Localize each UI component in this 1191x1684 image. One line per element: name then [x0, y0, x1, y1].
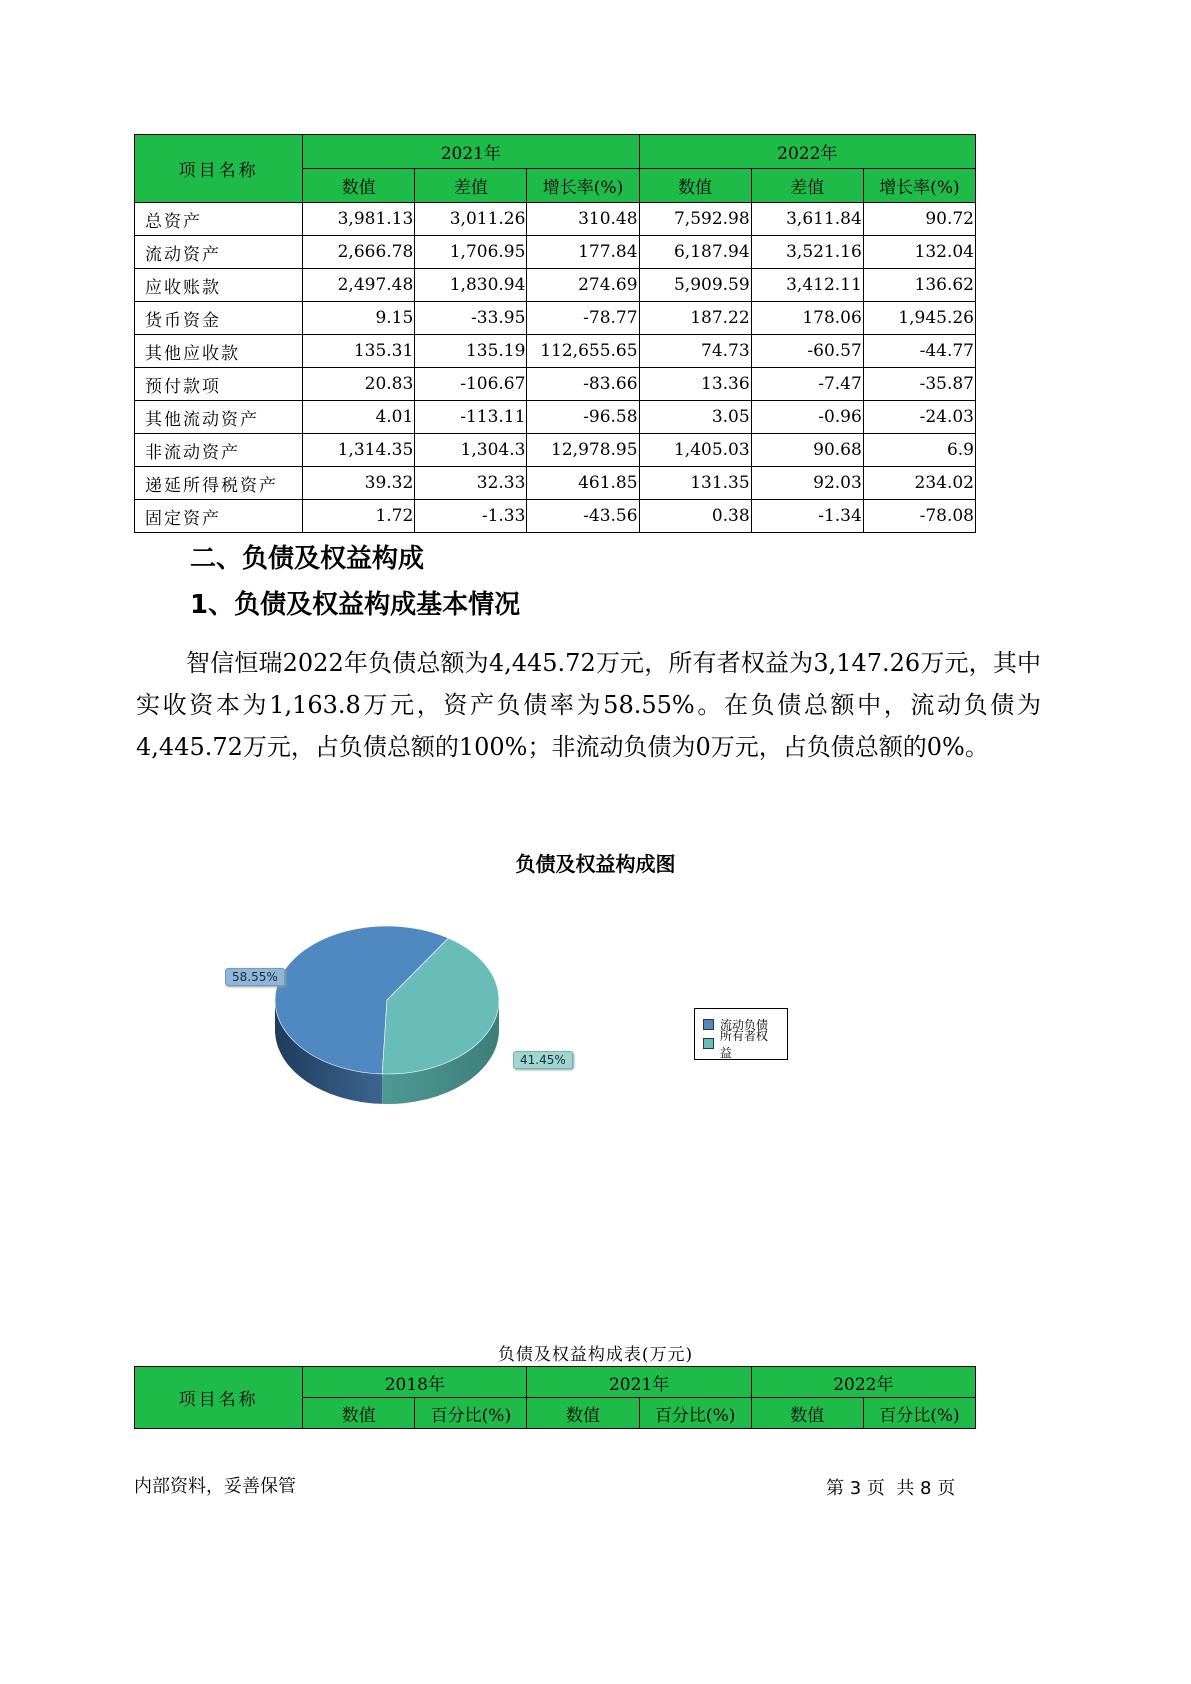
row-label: 其他流动资产 — [135, 401, 303, 434]
footer-page-number: 第 3 页 共 8 页 — [826, 1478, 956, 1499]
table-row — [135, 302, 976, 335]
table-cell: -35.87 — [863, 368, 975, 401]
table-cell: -96.58 — [527, 401, 639, 434]
t2-subheader-percent: 百分比(%) — [639, 1398, 751, 1429]
row-label: 递延所得税资产 — [135, 467, 303, 500]
table-cell: 1,314.35 — [303, 434, 415, 467]
table-cell: 7,592.98 — [639, 203, 751, 236]
liability-equity-table — [134, 1366, 976, 1429]
subheader-diff: 差值 — [415, 169, 527, 203]
table-cell: 12,978.95 — [527, 434, 639, 467]
table-row — [135, 335, 976, 368]
table-row — [135, 467, 976, 500]
table-cell: 3,981.13 — [303, 203, 415, 236]
table-cell: -78.77 — [527, 302, 639, 335]
table-cell: 131.35 — [639, 467, 751, 500]
table-cell: -106.67 — [415, 368, 527, 401]
table-cell: 274.69 — [527, 269, 639, 302]
header-year-2022: 2022年 — [639, 135, 975, 169]
table-cell: 3,011.26 — [415, 203, 527, 236]
table-cell: -24.03 — [863, 401, 975, 434]
legend-item-equity — [703, 1028, 779, 1060]
row-label: 总资产 — [135, 203, 303, 236]
t2-subheader-value: 数值 — [751, 1398, 863, 1429]
table-cell: 112,655.65 — [527, 335, 639, 368]
table-cell: 135.31 — [303, 335, 415, 368]
table-cell: -78.08 — [863, 500, 975, 533]
table-row — [135, 203, 976, 236]
table-cell: 39.32 — [303, 467, 415, 500]
table-cell: -1.33 — [415, 500, 527, 533]
table-cell: 92.03 — [751, 467, 863, 500]
table-cell: 20.83 — [303, 368, 415, 401]
asset-table-body — [135, 203, 976, 533]
t2-subheader-percent: 百分比(%) — [415, 1398, 527, 1429]
table-cell: 135.19 — [415, 335, 527, 368]
legend-label-equity: 所有者权益 — [719, 1028, 768, 1060]
t2-subheader-value: 数值 — [527, 1398, 639, 1429]
table-cell: 4.01 — [303, 401, 415, 434]
section-heading: 二、负债及权益构成 — [190, 544, 425, 574]
t2-subheader-value: 数值 — [303, 1398, 415, 1429]
subheader-value: 数值 — [639, 169, 751, 203]
row-label: 其他应收款 — [135, 335, 303, 368]
table-cell: 0.38 — [639, 500, 751, 533]
header-year-2021: 2021年 — [303, 135, 639, 169]
body-paragraph: 智信恒瑞2022年负债总额为4,445.72万元，所有者权益为3,147.26万元，其中实收资本为1,163.8万元，资产负债率为58.55%。在负债总额中，流动负债为4,445.72万元，占负债总额的100%；非流动负债为0万元，占负债总额的0%。 — [136, 649, 1041, 761]
subheader-value: 数值 — [303, 169, 415, 203]
table-cell: 1,706.95 — [415, 236, 527, 269]
table-cell: 3,412.11 — [751, 269, 863, 302]
table-cell: 90.68 — [751, 434, 863, 467]
table-row — [135, 236, 976, 269]
table-row — [135, 500, 976, 533]
table-cell: 3,611.84 — [751, 203, 863, 236]
table-cell: -1.34 — [751, 500, 863, 533]
table-cell: 1.72 — [303, 500, 415, 533]
table-cell: 461.85 — [527, 467, 639, 500]
legend-label-liabilities: 流动负债 — [720, 1018, 769, 1032]
slice-label-equity: 41.45% — [513, 1051, 573, 1069]
subheader-growth: 增长率(%) — [527, 169, 639, 203]
subheader-growth: 增长率(%) — [863, 169, 975, 203]
table-cell: 136.62 — [863, 269, 975, 302]
t2-header-year-2021: 2021年 — [527, 1367, 751, 1398]
table-cell: -33.95 — [415, 302, 527, 335]
t2-header-year-2018: 2018年 — [303, 1367, 527, 1398]
table-cell: 13.36 — [639, 368, 751, 401]
table-cell: -43.56 — [527, 500, 639, 533]
t2-header-year-2022: 2022年 — [751, 1367, 975, 1398]
chart-legend — [694, 1008, 788, 1060]
legend-swatch-equity — [703, 1038, 714, 1049]
row-label: 应收账款 — [135, 269, 303, 302]
slice-label-liabilities: 58.55% — [225, 968, 285, 986]
table-cell: 1,830.94 — [415, 269, 527, 302]
table-row — [135, 368, 976, 401]
table-cell: 177.84 — [527, 236, 639, 269]
row-label: 固定资产 — [135, 500, 303, 533]
subheader-diff: 差值 — [751, 169, 863, 203]
table-cell: -60.57 — [751, 335, 863, 368]
table-cell: 9.15 — [303, 302, 415, 335]
table-row — [135, 401, 976, 434]
t2-subheader-percent: 百分比(%) — [863, 1398, 975, 1429]
subsection-heading: 1、负债及权益构成基本情况 — [190, 590, 521, 620]
t2-header-item-name: 项目名称 — [135, 1367, 303, 1429]
table-cell: 187.22 — [639, 302, 751, 335]
table-cell: 132.04 — [863, 236, 975, 269]
table-cell: 74.73 — [639, 335, 751, 368]
table-cell: 1,945.26 — [863, 302, 975, 335]
legend-swatch-liabilities — [703, 1019, 714, 1030]
table-cell: 6.9 — [863, 434, 975, 467]
table-cell: 310.48 — [527, 203, 639, 236]
row-label: 货币资金 — [135, 302, 303, 335]
row-label: 预付款项 — [135, 368, 303, 401]
table-cell: 6,187.94 — [639, 236, 751, 269]
table-cell: 1,405.03 — [639, 434, 751, 467]
table-cell: 178.06 — [751, 302, 863, 335]
table-cell: 234.02 — [863, 467, 975, 500]
table-cell: 32.33 — [415, 467, 527, 500]
table-cell: 1,304.3 — [415, 434, 527, 467]
header-item-name: 项目名称 — [135, 135, 303, 203]
row-label: 流动资产 — [135, 236, 303, 269]
table-cell: 90.72 — [863, 203, 975, 236]
footer-confidential: 内部资料，妥善保管 — [134, 1476, 296, 1497]
table-cell: -44.77 — [863, 335, 975, 368]
table-row — [135, 434, 976, 467]
table-cell: -113.11 — [415, 401, 527, 434]
table-cell: 3,521.16 — [751, 236, 863, 269]
table-cell: 3.05 — [639, 401, 751, 434]
table-cell: -83.66 — [527, 368, 639, 401]
chart-title: 负债及权益构成图 — [515, 852, 676, 876]
table-cell: -7.47 — [751, 368, 863, 401]
asset-table — [134, 134, 976, 533]
pie-chart — [270, 912, 530, 1122]
table-cell: -0.96 — [751, 401, 863, 434]
table-cell: 2,666.78 — [303, 236, 415, 269]
table-cell: 2,497.48 — [303, 269, 415, 302]
table-row — [135, 269, 976, 302]
row-label: 非流动资产 — [135, 434, 303, 467]
table2-caption: 负债及权益构成表(万元) — [497, 1345, 694, 1365]
table-cell: 5,909.59 — [639, 269, 751, 302]
